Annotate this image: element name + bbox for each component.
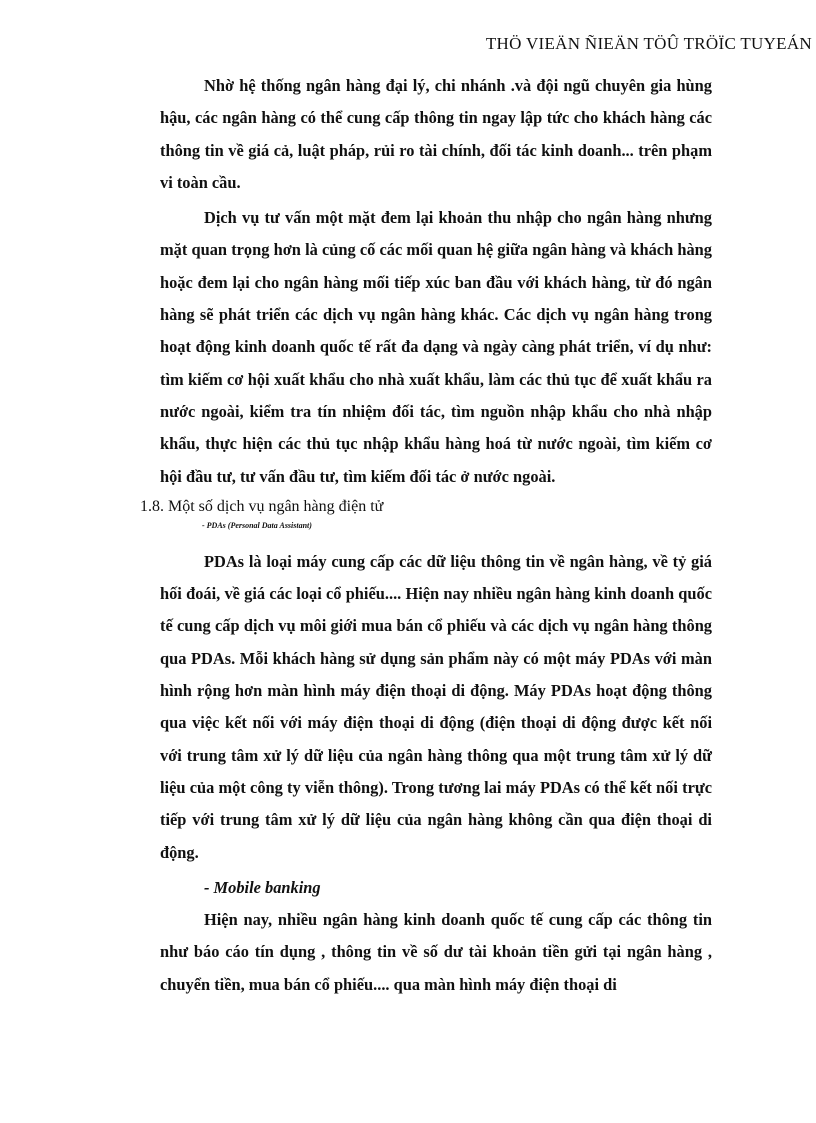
pdas-subheading: - PDAs (Personal Data Assistant) (202, 520, 312, 530)
mobile-banking-subheading: - Mobile banking (204, 877, 321, 897)
paragraph-pdas: PDAs là loại máy cung cấp các dữ liệu thông tin về ngân hàng, về tỷ giá hối đoái, về giá các loại cổ phiếu.... Hiện nay nhiều ngân hàng kinh doanh quốc tế cung cấp dịch vụ môi giới mua bán cổ phiếu và các dịch vụ ngân hàng thông qua PDAs. Mỗi khách hàng sử dụng sản phẩm này có một máy PDAs với màn hình rộng hơn màn hình máy điện thoại di động. Máy PDAs hoạt động thông qua việc kết nối với máy điện thoại di động (điện thoại di động được kết nối với trung tâm xử lý dữ liệu của ngân hàng thông qua một trung tâm xử lý dữ liệu của một công ty viễn thông). Trong tương lai máy PDAs có thể kết nối trực tiếp với trung tâm xử lý dữ liệu của ngân hàng không cần qua điện thoại di động. (160, 551, 712, 862)
paragraph-advisory-services: Dịch vụ tư vấn một mặt đem lại khoản thu nhập cho ngân hàng nhưng mặt quan trọng hơn là củng cố các mối quan hệ giữa ngân hàng và khách hàng hoặc đem lại cho ngân hàng mối tiếp xúc ban đầu với khách hàng, từ đó ngân hàng sẽ phát triển các dịch vụ ngân hàng khác. Các dịch vụ ngân hàng trong hoạt động kinh doanh quốc tế rất đa dạng và ngày càng phát triển, ví dụ như: tìm kiếm cơ hội xuất khẩu cho nhà xuất khẩu, làm các thủ tục để xuất khẩu ra nước ngoài, kiểm tra tín nhiệm đối tác, tìm nguồn nhập khẩu cho nhà nhập khẩu, thực hiện các thủ tục nhập khẩu hàng hoá từ nước ngoài, tìm kiếm cơ hội đầu tư, tư vấn đầu tư, tìm kiếm đối tác ở nước ngoài. (160, 208, 712, 486)
section-title: 1.8. Một số dịch vụ ngân hàng điện tử (140, 497, 384, 515)
paragraph-agency-network: Nhờ hệ thống ngân hàng đại lý, chi nhánh .và đội ngũ chuyên gia hùng hậu, các ngân hàng có thể cung cấp thông tin ngay lập tức cho khách hàng các thông tin về giá cả, luật pháp, rủi ro tài chính, đối tác kinh doanh... trên phạm vi toàn cầu. (160, 76, 712, 192)
document-body (140, 70, 712, 1004)
page-header: THÖ VIEÄN ÑIEÄN TÖÛ TRÖÏC TUYEÁN (485, 34, 812, 53)
paragraph-mobile-banking: Hiện nay, nhiều ngân hàng kinh doanh quốc tế cung cấp các thông tin như báo cáo tín dụng , thông tin về số dư tài khoản tiền gửi tại ngân hàng , chuyển tiền, mua bán cổ phiếu.... qua màn hình máy điện thoại di (160, 910, 712, 994)
